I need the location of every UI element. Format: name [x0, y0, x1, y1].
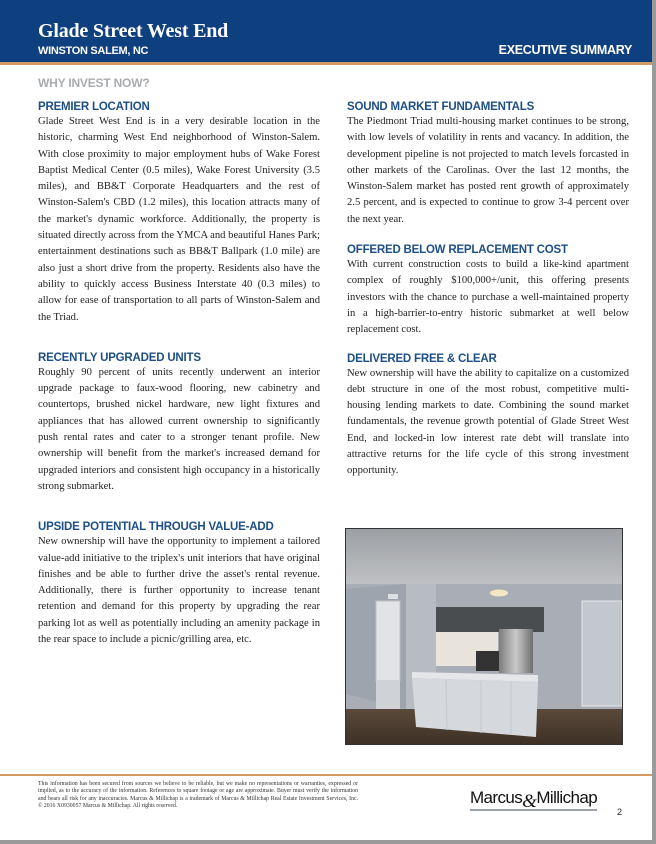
- document-section-label: EXECUTIVE SUMMARY: [498, 43, 632, 57]
- section-body: The Piedmont Triad multi-housing market continues to be strong, with low levels of volatility in rents and vacancy. In addition, the development pipeline is not projected to match levels forcasted in other markets of the Carolinas. Over the last 12 months, the Winston-Salem market has posted rent growth of approximately 2.5 percent, and is expected to continue to grow 3-4 percent over the next year.: [347, 116, 629, 225]
- page-bottom-shadow: [0, 840, 656, 844]
- section-body: New ownership will have the opportunity to implement a tailored value-add initiative to the triplex's unit interiors that have original finishes and be able to further drive the asset's rental revenue. Additionally, there is further opportunity to increase tenant retention and demand for this property by upgrading the rear parking lot as well as potentially including an amenity package in the rear space to include a picnic/grilling area, etc.: [38, 536, 320, 646]
- logo-ampersand: &: [522, 791, 537, 812]
- logo-text-left: Marcus: [470, 788, 523, 807]
- property-title: Glade Street West End: [38, 20, 229, 42]
- logo-text-right: Millichap: [536, 788, 598, 807]
- header-divider: [0, 62, 656, 65]
- section-below-replacement-cost: [347, 244, 629, 338]
- section-body: Glade Street West End is in a very desirable location in the historic, charming West End neighborhood of Winston-Salem. With close proximity to major employment hubs of Wake Forest Baptist Medical Center (0.5 miles), Wake Forest University (3.5 miles), and BB&T Corporate Headquarters and the rest of Winston-Salem's CBD (1.2 miles), this location attracts many of the market's dynamic workforce. Additionally, the property is situated directly across from the YMCA and beautiful Hanes Park; entertainment destinations such as BB&T Ballpark (1.0 mile) are also just a short drive from the property. Residents also have the ability to quickly access Business Interstate 40 (0.3 miles) to allow for ease of transportation to all parts of Winston-Salem and the Triad.: [38, 116, 320, 323]
- property-location: WINSTON SALEM, NC: [38, 45, 149, 57]
- footer-divider: [0, 774, 656, 776]
- section-heading: RECENTLY UPGRADED UNITS: [38, 351, 201, 364]
- section-body: New ownership will have the ability to capitalize on a customized debt structure in one of the most robust, competitive multi-housing lending markets to date. Combining the sound market fundamentals, the revenue growth potential of Glade Street West End, and locked-in low interest rate debt will translate into attractive returns for the life cycle of this strong investment opportunity.: [347, 367, 629, 477]
- section-delivered-free-clear: [347, 353, 629, 480]
- section-heading: OFFERED BELOW REPLACEMENT COST: [347, 244, 568, 257]
- right-column: [347, 101, 629, 480]
- section-heading: PREMIER LOCATION: [38, 101, 150, 113]
- page-heading: WHY INVEST NOW?: [38, 76, 150, 90]
- section-heading: DELIVERED FREE & CLEAR: [347, 352, 497, 365]
- section-sound-market-fundamentals: [347, 101, 629, 228]
- page-number: 2: [617, 807, 623, 817]
- header-band: [0, 0, 656, 62]
- section-premier-location: [38, 101, 320, 326]
- section-recently-upgraded-units: [38, 352, 320, 495]
- section-body: With current construction costs to build a like-kind apartment complex of roughly $100,000+/unit, this offering presents investors with the chance to purchase a well-maintained property in a high-barrier-to-entry historic submarket at well below replacement cost.: [347, 259, 629, 336]
- marcus-millichap-logo: [470, 787, 597, 811]
- section-heading: UPSIDE POTENTIAL THROUGH VALUE-ADD: [38, 521, 274, 534]
- interior-kitchen-photo: [345, 528, 623, 745]
- page-edge-shadow: [652, 0, 656, 844]
- kitchen-illustration: [346, 529, 622, 744]
- section-body: Roughly 90 percent of units recently underwent an interior upgrade package to faux-wood flooring, new cabinetry and countertops, brushed nickel hardware, new light fixtures and appliances that has allowed current ownership to significantly push rental rates and cater to a stronger tenant profile. New ownership will benefit from the market's increased demand for upgraded interiors and consistent high occupancy in a historically strong submarket.: [38, 366, 320, 492]
- legal-disclaimer: This information has been secured from sources we believe to be reliable, but we make no representations or warranties, expressed or implied, as to the accuracy of the information. References to square footage or age are approximate. Buyer must verify the information and bears all risk for any inaccuracies. Marcus & Millichap is a trademark of Marcus & Millichap Real Estate Investment Services, Inc. © 2016 X0930057 Marcus & Millichap. All rights reserved.: [38, 781, 358, 810]
- section-heading: SOUND MARKET FUNDAMENTALS: [347, 101, 535, 113]
- section-upside-potential: [38, 521, 320, 648]
- left-column: [38, 101, 320, 648]
